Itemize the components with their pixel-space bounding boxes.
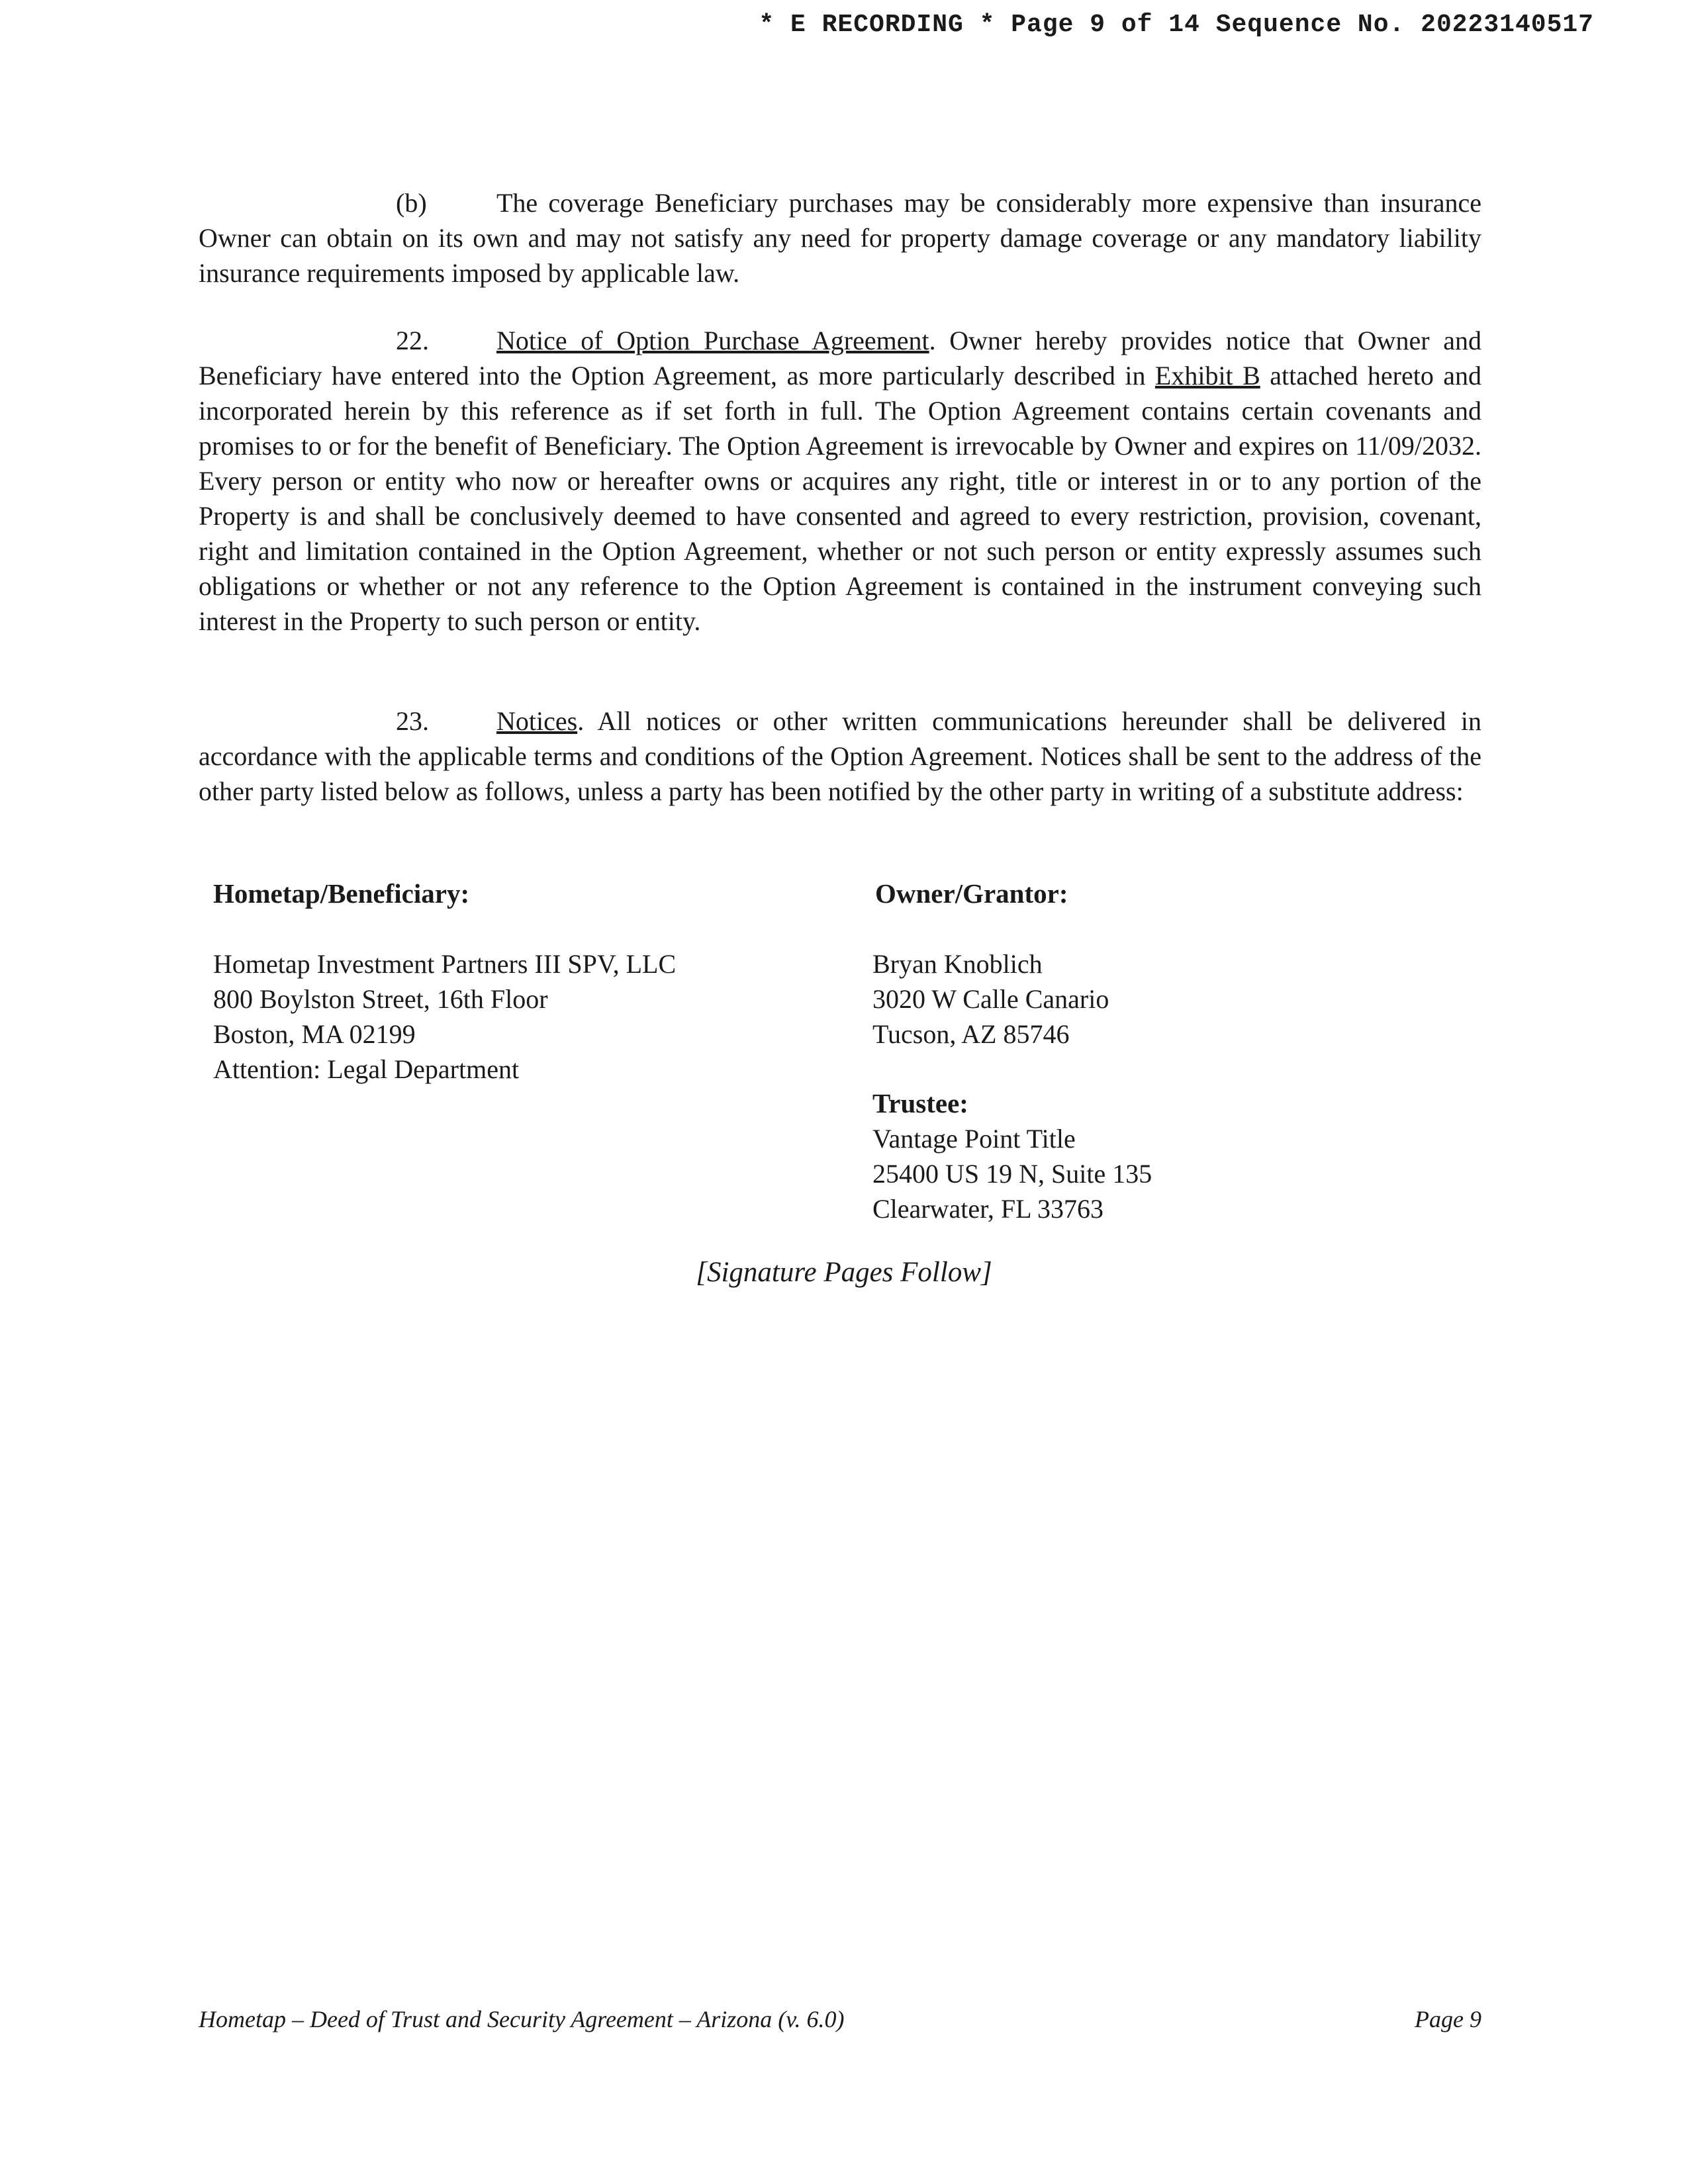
hometap-line: Hometap Investment Partners III SPV, LLC [213, 949, 677, 979]
section-23 [199, 704, 1481, 809]
section-22-number: 22. [396, 326, 429, 355]
section-23-number: 23. [396, 706, 429, 736]
owner-heading: Owner/Grantor: [875, 878, 1068, 909]
owner-line: Tucson, AZ 85746 [872, 1019, 1070, 1049]
footer-document-title: Hometap – Deed of Trust and Security Agreement – Arizona (v. 6.0) [199, 2006, 845, 2032]
trustee-line: Clearwater, FL 33763 [872, 1194, 1104, 1224]
footer-page-number: Page 9 [1415, 2006, 1481, 2032]
trustee-heading: Trustee: [872, 1088, 968, 1118]
trustee-line: Vantage Point Title [872, 1124, 1076, 1154]
paragraph-b-text: The coverage Beneficiary purchases may be considerably more expensive than insurance Owner can obtain on its own and may not satisfy any need for property damage coverage or any mandatory liability insurance requirements imposed by applicable law. [199, 188, 1481, 288]
hometap-line: Attention: Legal Department [213, 1054, 520, 1084]
trustee-address [872, 1086, 1152, 1226]
owner-line: Bryan Knoblich [872, 949, 1043, 979]
section-22-text-2: attached hereto and incorporated herein by this reference as if set forth in full. The Option Agreement contains certain covenants and promises to or for the benefit of Beneficiary. The Option Agreement is irrevocable by Owner and expires on 11/09/2032. Every person or entity who now or hereafter owns or acquires any right, title or interest in or to any portion of the Property is and shall be conclusively deemed to have consented and agreed to every restriction, provision, covenant, right and limitation contained in the Option Agreement, whether or not such person or entity expressly assumes such obligations or whether or not any reference to the Option Agreement is contained in the instrument conveying such interest in the Property to such person or entity. [199, 361, 1482, 636]
paragraph-b-label: (b) [396, 188, 427, 218]
section-23-title: Notices [496, 706, 578, 736]
trustee-line: 25400 US 19 N, Suite 135 [872, 1159, 1152, 1189]
exhibit-b-reference: Exhibit B [1154, 361, 1260, 390]
owner-address [872, 946, 1109, 1052]
recording-header: * E RECORDING * Page 9 of 14 Sequence No. 20223140517 [759, 11, 1594, 39]
paragraph-b [199, 185, 1481, 291]
hometap-heading-block [213, 876, 469, 911]
hometap-address [213, 946, 676, 1087]
hometap-line: Boston, MA 02199 [213, 1019, 416, 1049]
section-22 [199, 323, 1481, 639]
section-23-text: . All notices or other written communications hereunder shall be delivered in accordance with the applicable terms and conditions of the Option Agreement. Notices shall be sent to the address of the other party listed below as follows, unless a party has been notified by the other party in writing of a substitute address: [199, 706, 1481, 806]
hometap-line: 800 Boylston Street, 16th Floor [213, 984, 548, 1014]
owner-heading-block [875, 876, 1068, 911]
owner-line: 3020 W Calle Canario [872, 984, 1109, 1014]
section-22-title: Notice of Option Purchase Agreement [496, 326, 929, 355]
hometap-heading: Hometap/Beneficiary: [213, 878, 470, 909]
signature-pages-note: [Signature Pages Follow] [696, 1257, 992, 1288]
section-22-text-1: . Owner hereby provides notice that Owner and Beneficiary have entered into the Option Agreement, as more particularly described in [199, 326, 1482, 390]
